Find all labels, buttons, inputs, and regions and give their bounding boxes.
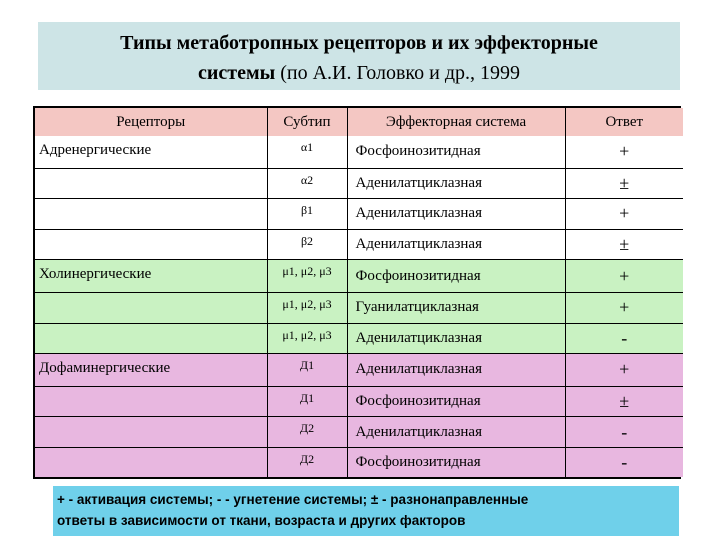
answer-cell: ± [565,386,683,416]
receptor-cell [35,229,267,259]
header-subtype: Субтип [267,108,347,136]
effector-system-cell: Аденилатциклазная [347,168,565,198]
subtype-cell: Д2 [267,447,347,477]
subtype-cell: Д1 [267,353,347,386]
table-row [35,417,683,447]
effector-system-cell: Фосфоинозитидная [347,260,565,293]
effector-system-cell: Аденилатциклазная [347,323,565,353]
subtype-cell: α2 [267,168,347,198]
legend-box [53,486,679,536]
receptor-cell: Дофаминергические [35,353,267,386]
subtype-cell: β2 [267,229,347,259]
subtype-cell: Д2 [267,417,347,447]
effector-system-cell: Фосфоинозитидная [347,447,565,477]
subtype-cell: β1 [267,199,347,229]
receptor-cell [35,168,267,198]
answer-cell: - [565,323,683,353]
receptor-cell [35,323,267,353]
table-row [35,293,683,323]
receptor-cell: Холинергические [35,260,267,293]
table-header-row [35,108,683,136]
effector-system-cell: Аденилатциклазная [347,199,565,229]
effector-system-cell: Аденилатциклазная [347,417,565,447]
subtype-cell: μ1, μ2, μ3 [267,323,347,353]
receptor-cell [35,417,267,447]
title-line-2 [38,58,680,88]
receptor-table [33,106,681,479]
effector-system-cell: Аденилатциклазная [347,353,565,386]
title-line-2-rest: (по А.И. Головко и др., 1999 [275,62,520,84]
header-answer: Ответ [565,108,683,136]
table-row [35,353,683,386]
table-row [35,168,683,198]
subtype-cell: μ1, μ2, μ3 [267,260,347,293]
receptor-cell [35,447,267,477]
receptor-cell [35,199,267,229]
table-row [35,260,683,293]
title-line-1: Типы метаботропных рецепторов и их эффекторные [120,32,598,54]
subtype-cell: α1 [267,136,347,168]
receptor-cell [35,386,267,416]
legend-line-1: + - активация системы; - - угнетение системы; ± - разнонаправленные [57,492,529,507]
answer-cell: + [565,260,683,293]
table-row [35,229,683,259]
subtype-cell: Д1 [267,386,347,416]
effector-system-cell: Аденилатциклазная [347,229,565,259]
legend-line-2: ответы в зависимости от ткани, возраста и других факторов [57,513,466,528]
effector-system-cell: Гуанилатциклазная [347,293,565,323]
table-row [35,447,683,477]
answer-cell: + [565,199,683,229]
answer-cell: + [565,136,683,168]
receptor-cell [35,293,267,323]
header-receptors: Рецепторы [35,108,267,136]
table-row [35,199,683,229]
subtype-cell: μ1, μ2, μ3 [267,293,347,323]
table-row [35,323,683,353]
answer-cell: - [565,447,683,477]
answer-cell: + [565,353,683,386]
title-line-2-bold: системы [197,62,276,84]
answer-cell: - [565,417,683,447]
table-row [35,386,683,416]
answer-cell: + [565,293,683,323]
answer-cell: ± [565,229,683,259]
effector-system-cell: Фосфоинозитидная [347,136,565,168]
slide-title [38,22,680,90]
header-effector-system: Эффекторная система [347,108,565,136]
effector-system-cell: Фосфоинозитидная [347,386,565,416]
table-row [35,136,683,168]
receptor-cell: Адренергические [35,136,267,168]
answer-cell: ± [565,168,683,198]
